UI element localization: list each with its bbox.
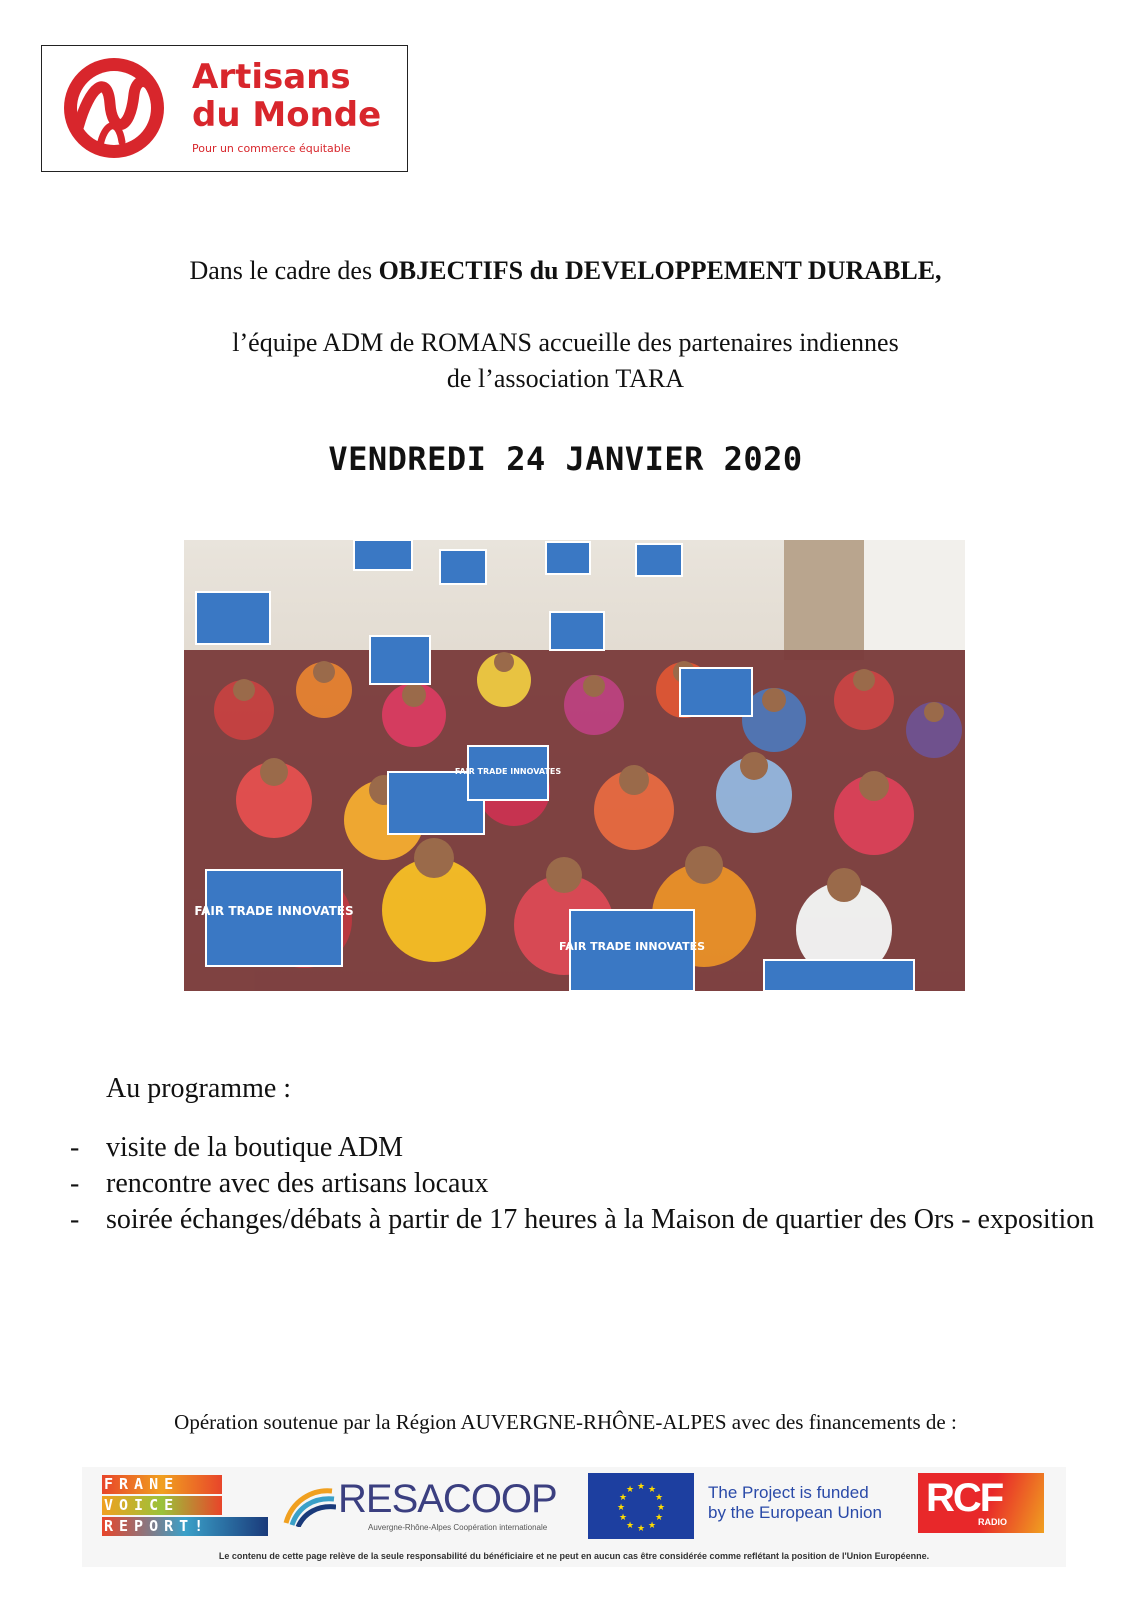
group-photo-illustration [184, 540, 965, 991]
resacoop-name: RESACOOP [338, 1477, 557, 1521]
svg-text:★: ★ [625, 1485, 635, 1495]
rcf-subtitle: RADIO [978, 1517, 1007, 1527]
photo-sign-label-3: FAIR TRADE INNOVATES [454, 767, 562, 776]
artisans-du-monde-logo [41, 45, 408, 172]
photo-sign-label: FAIR TRADE INNOVATES [194, 904, 354, 918]
program-title: Au programme : [106, 1073, 292, 1104]
intro-line-3: de l’association TARA [446, 364, 685, 393]
program-item-text: soirée échanges/débats à partir de 17 heures à la Maison de quartier des Ors - exposition [106, 1204, 1095, 1235]
svg-text:★: ★ [636, 1524, 646, 1534]
eu-funding-note [708, 1483, 882, 1523]
svg-text:★: ★ [654, 1513, 664, 1523]
rcf-name: RCF [926, 1476, 1003, 1520]
intro-line-1 [0, 256, 1131, 286]
eu-funding-line-1: The Project is funded [708, 1483, 869, 1502]
fvr-row-1: FRANE [102, 1475, 222, 1494]
support-statement: Opération soutenue par la Région AUVERGNE-RHÔNE-ALPES avec des financements de : [174, 1410, 957, 1434]
program-item: - soirée échanges/débats à partir de 17 heures à la Maison de quartier des Ors - exposition [70, 1204, 1095, 1235]
program-list [70, 1130, 1100, 1238]
eu-flag [588, 1473, 694, 1539]
event-date-headline: VENDREDI 24 JANVIER 2020 [328, 440, 803, 478]
svg-text:★: ★ [647, 1521, 657, 1531]
program-item: - visite de la boutique ADM [70, 1132, 404, 1163]
svg-text:★: ★ [647, 1485, 657, 1495]
svg-text:★: ★ [656, 1503, 666, 1513]
program-item: - rencontre avec des artisans locaux [70, 1168, 489, 1199]
svg-text:★: ★ [636, 1482, 646, 1492]
eu-funding-line-2: by the European Union [708, 1503, 882, 1522]
resacoop-logo [282, 1477, 572, 1537]
fvr-row-3: REPORT! [102, 1517, 268, 1536]
svg-text:★: ★ [625, 1521, 635, 1531]
eu-disclaimer: Le contenu de cette page relève de la seule responsabilité du bénéficiaire et ne peut en aucun cas être considérée comme reflétant la position de l'Union Européenne. [218, 1551, 930, 1561]
intro-line-1-text: Dans le cadre des [189, 256, 379, 285]
resacoop-swirl-icon [282, 1483, 336, 1527]
svg-text:★: ★ [654, 1493, 664, 1503]
event-photo [184, 540, 965, 991]
photo-sign-label-2: FAIR TRADE INNOVATES [558, 940, 706, 953]
intro-line-1-bold: OBJECTIFS du DEVELOPPEMENT DURABLE, [378, 256, 942, 285]
svg-text:★: ★ [616, 1503, 626, 1513]
rcf-radio-logo [918, 1473, 1044, 1533]
eu-stars-icon [588, 1473, 694, 1539]
intro-line-2: l’équipe ADM de ROMANS accueille des partenaires indiennes [232, 328, 899, 357]
resacoop-subtitle: Auvergne-Rhône-Alpes Coopération internationale [368, 1523, 548, 1532]
program-item-text: rencontre avec des artisans locaux [106, 1168, 489, 1199]
sponsor-logos [82, 1467, 1066, 1567]
adm-emblem-icon [60, 54, 168, 162]
fvr-row-2: VOICE [102, 1496, 222, 1515]
program-item-text: visite de la boutique ADM [106, 1132, 404, 1163]
logo-title: Artisans du Monde [192, 57, 382, 135]
svg-text:★: ★ [618, 1513, 628, 1523]
logo-tagline: Pour un commerce équitable [192, 142, 351, 155]
svg-text:★: ★ [618, 1493, 628, 1503]
frane-voice-report-logo [102, 1475, 272, 1536]
